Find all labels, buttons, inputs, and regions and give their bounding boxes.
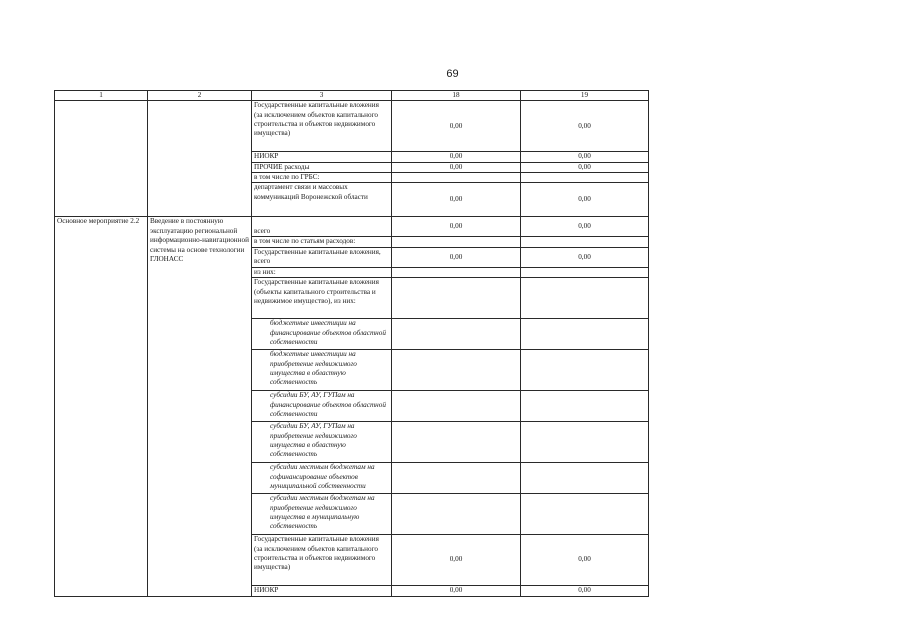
row-label: бюджетные инвестиции на приобретение недвижимого имущества в областную собственность	[252, 350, 392, 391]
table-row	[55, 101, 649, 152]
value-col-19	[521, 391, 649, 422]
block1-col2	[148, 101, 252, 217]
value-col-19: 0,00	[521, 183, 649, 217]
value-col-18	[392, 350, 521, 391]
value-col-19: 0,00	[521, 152, 649, 162]
value-col-18: 0,00	[392, 183, 521, 217]
value-col-18: 0,00	[392, 101, 521, 152]
value-col-18	[392, 422, 521, 463]
row-label: департамент связи и массовых коммуникаций Воронежской области	[252, 183, 392, 217]
value-col-19: 0,00	[521, 247, 649, 267]
value-col-19	[521, 278, 649, 319]
row-label: субсидии БУ, АУ, ГУПам на приобретение недвижимого имущества в областную собственность	[252, 422, 392, 463]
row-label: в том числе по ГРБС:	[252, 173, 392, 183]
value-col-18: 0,00	[392, 162, 521, 172]
value-col-19	[521, 237, 649, 247]
activity-description: Введение в постоянную эксплуатацию региональной информационно-навигационной системы на основе технологии ГЛОНАСС	[148, 217, 252, 596]
value-col-19	[521, 267, 649, 277]
value-col-18: 0,00	[392, 152, 521, 162]
value-col-18	[392, 391, 521, 422]
value-col-19: 0,00	[521, 535, 649, 586]
value-col-18	[392, 173, 521, 183]
value-col-19: 0,00	[521, 586, 649, 596]
value-col-19	[521, 494, 649, 535]
header-col-2: 2	[148, 91, 252, 101]
header-col-19: 19	[521, 91, 649, 101]
value-col-18	[392, 278, 521, 319]
header-row	[55, 91, 649, 101]
value-col-19: 0,00	[521, 217, 649, 237]
value-col-18: 0,00	[392, 217, 521, 237]
row-label: в том числе по статьям расходов:	[252, 237, 392, 247]
value-col-18	[392, 237, 521, 247]
value-col-19	[521, 463, 649, 494]
row-label: Государственные капитальные вложения (за исключением объектов капитального строительства и объектов недвижимого имущества)	[252, 101, 392, 152]
value-col-18	[392, 463, 521, 494]
header-col-1: 1	[55, 91, 148, 101]
value-col-18	[392, 267, 521, 277]
row-label: Государственные капитальные вложения, всего	[252, 247, 392, 267]
value-col-19	[521, 173, 649, 183]
header-col-3: 3	[252, 91, 392, 101]
block1-col1	[55, 101, 148, 217]
row-label: субсидии БУ, АУ, ГУПам на финансирование объектов областной собственности	[252, 391, 392, 422]
row-label: НИОКР	[252, 152, 392, 162]
row-label: субсидии местным бюджетам на софинансирование объектов муниципальной собственности	[252, 463, 392, 494]
row-label: Государственные капитальные вложения (объекты капитального строительства и недвижимое имущество), из них:	[252, 278, 392, 319]
row-label: субсидии местным бюджетам на приобретение недвижимого имущества в муниципальную собственность	[252, 494, 392, 535]
row-label: всего	[252, 217, 392, 237]
value-col-19	[521, 319, 649, 350]
value-col-19: 0,00	[521, 162, 649, 172]
row-label: бюджетные инвестиции на финансирование объектов областной собственности	[252, 319, 392, 350]
value-col-19	[521, 422, 649, 463]
page-number: 69	[446, 68, 459, 80]
row-label: ПРОЧИЕ расходы	[252, 162, 392, 172]
row-label: из них:	[252, 267, 392, 277]
table-row	[55, 217, 649, 237]
budget-table	[54, 90, 649, 597]
value-col-19: 0,00	[521, 101, 649, 152]
value-col-18	[392, 494, 521, 535]
header-col-18: 18	[392, 91, 521, 101]
row-label: НИОКР	[252, 586, 392, 596]
value-col-18: 0,00	[392, 586, 521, 596]
activity-code: Основное мероприятие 2.2	[55, 217, 148, 596]
value-col-19	[521, 350, 649, 391]
value-col-18: 0,00	[392, 535, 521, 586]
value-col-18: 0,00	[392, 247, 521, 267]
row-label: Государственные капитальные вложения (за исключением объектов капитального строительства и объектов недвижимого имущества)	[252, 535, 392, 586]
value-col-18	[392, 319, 521, 350]
